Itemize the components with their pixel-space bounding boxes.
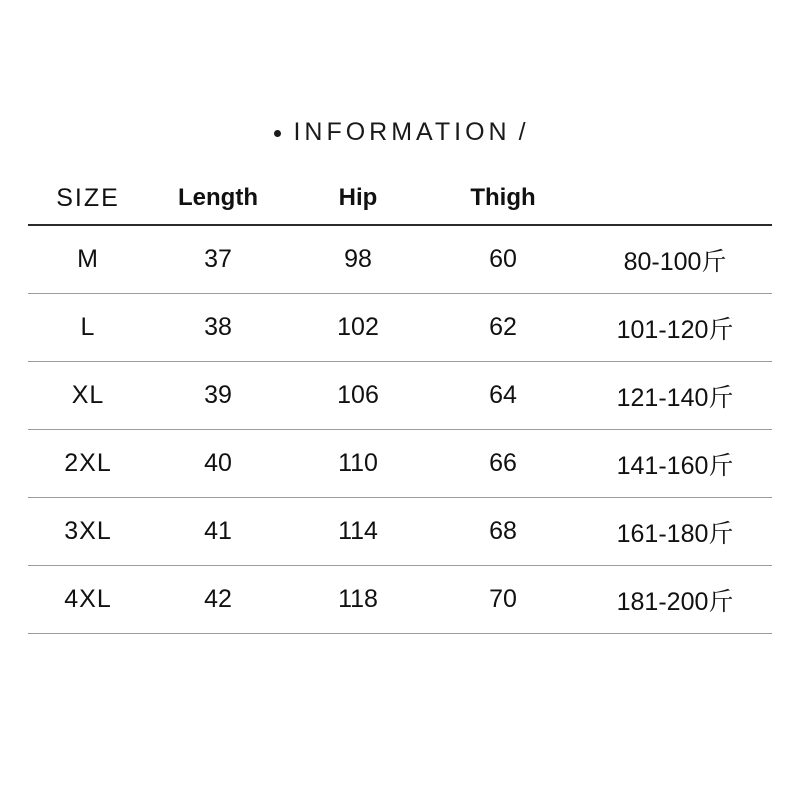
cell-weight: 161-180斤 xyxy=(616,519,734,548)
cell-thigh: 66 xyxy=(489,449,517,477)
table-row xyxy=(28,430,772,498)
size-chart-table xyxy=(28,172,772,634)
cell-size: 4XL xyxy=(64,585,112,613)
cell-length: 37 xyxy=(204,245,232,273)
page-title xyxy=(0,118,800,147)
table-body xyxy=(28,225,772,634)
cell-weight: 101-120斤 xyxy=(616,315,734,344)
cell-size: L xyxy=(80,313,96,341)
column-header-weight xyxy=(578,172,772,225)
page-title-text: INFORMATION xyxy=(293,118,511,146)
table-row xyxy=(28,498,772,566)
cell-weight: 121-140斤 xyxy=(616,383,734,412)
title-slash: / xyxy=(518,118,526,146)
cell-thigh: 62 xyxy=(489,313,517,341)
cell-weight: 181-200斤 xyxy=(616,587,734,616)
cell-hip: 114 xyxy=(338,517,378,545)
cell-thigh: 60 xyxy=(489,245,517,273)
table-row xyxy=(28,294,772,362)
cell-size: XL xyxy=(71,381,105,409)
cell-weight: 80-100斤 xyxy=(623,247,727,276)
cell-length: 42 xyxy=(204,585,232,613)
table-row xyxy=(28,225,772,294)
cell-length: 38 xyxy=(204,313,232,341)
table-row xyxy=(28,566,772,634)
table-header xyxy=(28,172,772,225)
cell-hip: 118 xyxy=(338,585,378,613)
cell-length: 41 xyxy=(204,517,232,545)
cell-hip: 106 xyxy=(337,381,379,409)
cell-size: M xyxy=(77,245,99,273)
column-header-length: Length xyxy=(178,184,258,211)
table-row xyxy=(28,362,772,430)
cell-weight: 141-160斤 xyxy=(616,451,734,480)
cell-length: 40 xyxy=(204,449,232,477)
cell-size: 2XL xyxy=(64,449,112,477)
cell-hip: 98 xyxy=(344,245,372,273)
cell-thigh: 68 xyxy=(489,517,517,545)
column-header-hip: Hip xyxy=(338,184,378,211)
cell-hip: 102 xyxy=(337,313,379,341)
column-header-size: SIZE xyxy=(56,183,120,212)
cell-thigh: 70 xyxy=(489,585,517,613)
column-header-thigh: Thigh xyxy=(470,184,536,211)
cell-length: 39 xyxy=(204,381,232,409)
cell-thigh: 64 xyxy=(489,381,517,409)
dot-icon xyxy=(274,130,281,137)
cell-hip: 110 xyxy=(338,449,378,477)
table-header-row xyxy=(28,172,772,225)
cell-size: 3XL xyxy=(64,517,112,545)
